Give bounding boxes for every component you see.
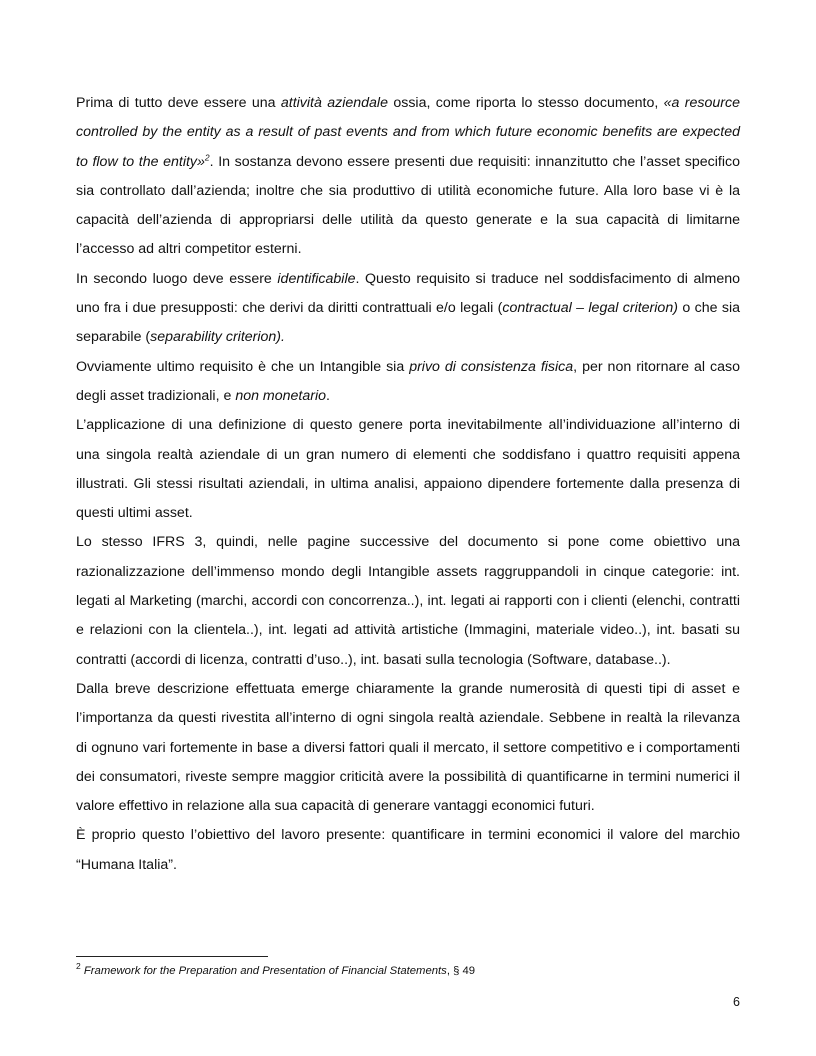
footnote-ref-marker: 2: [204, 151, 210, 162]
text-run: . Questo requisito si traduce nel soddisfacimento di almeno uno fra i due presupposti: che derivi da diritti contrattuali e/o legali (: [76, 270, 740, 317]
italic-run: contractual – legal criterion): [502, 300, 678, 317]
text-run: Lo stesso IFRS 3, quindi, nelle pagine successive del documento si pone come obiettivo una razionalizzazione dell’immenso mondo degli Intangible assets raggruppandoli in cinque categorie: int. legati al Marketing (marchi, accordi con concorrenza..), int. legati ai rapporti con i clienti (elenchi, contratti e relazioni con la clientela..), int. legati ad attività artistiche (Immagini, materiale video..), int. basati su contratti (accordi di licenza, contratti d’uso..), int. basati sulla tecnologia (Software, database..).: [76, 534, 740, 668]
text-run: È proprio questo l’obiettivo del lavoro presente: quantificare in termini economici il valore del marchio “Humana Italia”.: [76, 827, 740, 873]
text-run: .: [326, 387, 330, 404]
footnote-ref: , § 49: [446, 965, 476, 977]
paragraph-6: [76, 675, 740, 821]
text-run: , per non ritornare al caso degli asset tradizionali, e: [76, 358, 740, 404]
text-run: Prima di tutto deve essere una: [76, 95, 281, 111]
italic-run: separability criterion).: [150, 329, 285, 346]
paragraph-2: [76, 265, 740, 353]
italic-run: privo di consistenza fisica: [409, 358, 574, 375]
footnote-number: 2: [76, 961, 81, 972]
footnote: [76, 963, 475, 979]
paragraph-7: [76, 821, 740, 880]
paragraph-1: [76, 89, 740, 265]
footnote-title: Framework for the Preparation and Presentation of Financial Statements: [83, 965, 447, 977]
paragraph-5: [76, 528, 740, 674]
italic-run: identificabile: [277, 270, 356, 287]
text-run: ossia, come riporta lo stesso documento,: [387, 95, 664, 111]
text-run: In secondo luogo deve essere: [76, 270, 278, 287]
text-run: L’applicazione di una definizione di questo genere porta inevitabilmente all’individuazione all’interno di una singola realtà aziendale di un gran numero di elementi che soddisfano i quattro requisiti appena illustrati. Gli stessi risultati aziendali, in ultima analisi, appaiono dipendere fortemente dalla presenza di questi ultimi asset.: [76, 417, 740, 522]
footnote-separator: [76, 956, 268, 957]
italic-run: non monetario: [235, 387, 327, 404]
page-number: 6: [733, 995, 740, 1009]
text-run: . In sostanza devono essere presenti due requisiti: innanzitutto che l’asset specifico sia controllato dall’azienda; inoltre che sia produttivo di utilità economiche future. Alla loro base vi è la capacità dell’azienda di appropriarsi delle utilità da questo generate e la sua capacità di limitarne l’accesso ad altri competitor esterni.: [76, 153, 740, 258]
text-run: o che sia separabile (: [76, 300, 740, 346]
paragraph-3: [76, 353, 740, 412]
italic-run: attività aziendale: [280, 95, 388, 111]
italic-run: «a resource controlled by the entity as a result of past events and from which future economic benefits are expected to flow to the entity»: [76, 95, 740, 170]
paragraph-4: [76, 411, 740, 528]
text-run: Ovviamente ultimo requisito è che un Intangible sia: [76, 358, 410, 375]
text-run: Dalla breve descrizione effettuata emerge chiaramente la grande numerosità di questi tipi di asset e l’importanza da questi rivestita all’interno di ogni singola realtà aziendale. Sebbene in realtà la rilevanza di ognuno vari fortemente in base a diversi fattori quali il mercato, il settore competitivo e i comportamenti dei consumatori, riveste sempre maggior criticità avere la possibilità di quantificarne in termini numerici il valore effettivo in relazione alla sua capacità di generare vantaggi economici futuri.: [76, 680, 740, 815]
body-text: [76, 89, 740, 880]
